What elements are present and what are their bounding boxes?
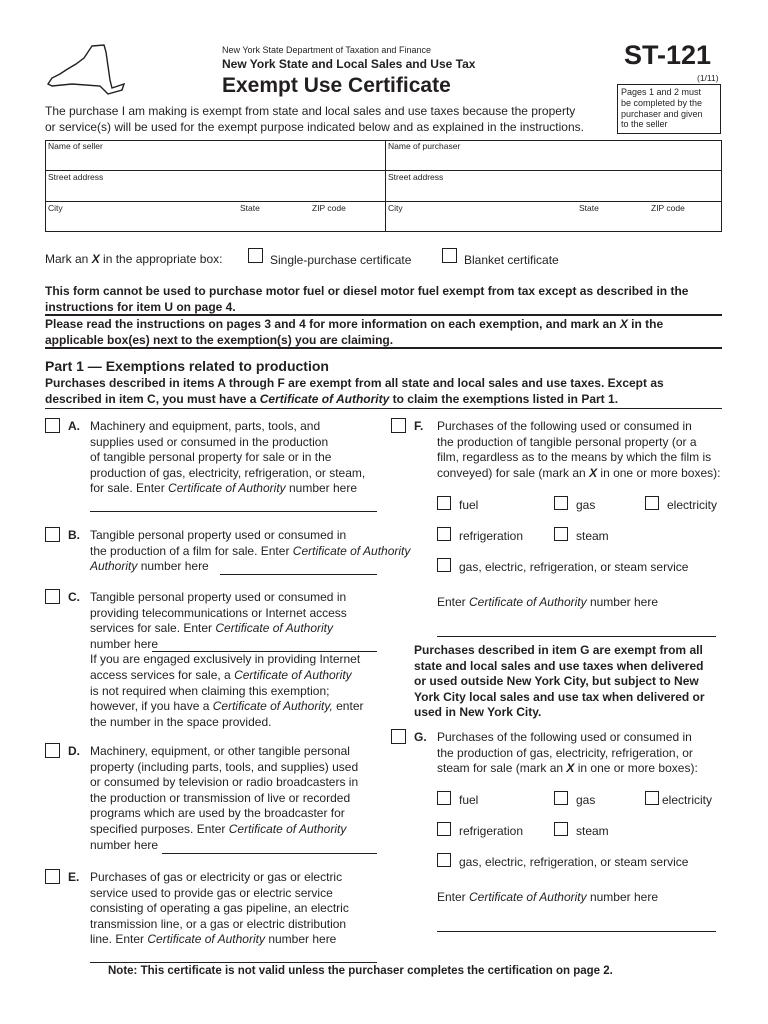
side-note-box <box>617 84 721 134</box>
item-a-letter: A. <box>68 419 80 433</box>
item-d-coa-line[interactable] <box>162 853 377 854</box>
instructions-notice: Please read the instructions on pages 3 and 4 for more information on each exemption, and mark an X in the applicable box(es) next to the exemption(s) you are claiming. <box>45 317 725 348</box>
single-purchase-checkbox[interactable] <box>248 248 263 263</box>
form-subtitle: New York State and Local Sales and Use Tax <box>222 57 476 71</box>
g-gas-label: gas <box>576 793 596 807</box>
f-refrigeration-checkbox[interactable] <box>437 527 451 541</box>
seller-street-field[interactable]: Street address <box>48 172 104 182</box>
item-f-text: Purchases of the following used or consumed in the production of tangible personal property (or a film, regardless as to the means by which the film is conveyed) for sale (mark an X in one or more boxes): <box>437 419 721 480</box>
intro-line: or service(s) will be used for the exempt purpose indicated below and as explained in the instructions. <box>45 119 584 134</box>
side-note-line: to the seller <box>621 119 668 130</box>
f-enter-coa: Enter Certificate of Authority number here <box>437 595 658 609</box>
f-service-label: gas, electric, refrigeration, or steam service <box>459 560 689 574</box>
item-a-text: Machinery and equipment, parts, tools, and supplies used or consumed in the production of tangible personal property for sale or in the production of gas, electricity, refrigeration, or steam, for sale. Enter Certificate of Authority number here <box>90 419 366 496</box>
f-steam-checkbox[interactable] <box>554 527 568 541</box>
item-a-coa-line[interactable] <box>90 511 377 512</box>
mark-box-instruction: Mark an X in the appropriate box: <box>45 252 223 266</box>
side-note-line: Pages 1 and 2 must <box>621 87 702 97</box>
address-grid <box>45 140 722 232</box>
item-e-coa-line[interactable] <box>90 962 377 963</box>
g-electricity-label: electricity <box>662 793 713 807</box>
g-electricity-checkbox[interactable] <box>645 791 659 805</box>
item-f-checkbox[interactable] <box>391 418 406 433</box>
intro-text <box>45 104 584 135</box>
f-fuel-label: fuel <box>459 498 479 512</box>
footer-note: Note: This certificate is not valid unless the purchaser completes the certification on page 2. <box>108 965 613 977</box>
blanket-label: Blanket certificate <box>464 253 559 267</box>
item-e-checkbox[interactable] <box>45 869 60 884</box>
purchaser-street-field[interactable]: Street address <box>388 172 444 182</box>
g-gas-checkbox[interactable] <box>554 791 568 805</box>
g-service-checkbox[interactable] <box>437 853 451 867</box>
part1-desc-line: Purchases described in items A through F are exempt from all state and local sales and use taxes. Except as <box>45 376 664 390</box>
intro-line: The purchase I am making is exempt from state and local sales and use taxes because the property <box>45 104 576 118</box>
motor-fuel-notice <box>45 284 725 315</box>
item-a-checkbox[interactable] <box>45 418 60 433</box>
notice-line: instructions for item U on page 4. <box>45 299 236 314</box>
item-b-coa-line[interactable] <box>220 574 377 575</box>
item-c-letter: C. <box>68 590 80 604</box>
item-g-coa-line[interactable] <box>437 931 716 932</box>
g-steam-checkbox[interactable] <box>554 822 568 836</box>
form-number: ST-121 <box>624 40 712 70</box>
side-note-line: be completed by the <box>621 97 703 108</box>
g-steam-label: steam <box>576 824 609 838</box>
form-revision: (1/11) <box>697 73 719 83</box>
f-gas-label: gas <box>576 498 596 512</box>
item-c-text: Tangible personal property used or consumed in providing telecommunications or Internet access services for sale. Enter Certificate of Authority number here If you are engaged exclusively in providing Internet access services for sale, a Certificate of Authority is not required when claiming this exemption; however, if you have a Certificate of Authority, enter the number in the space provided. <box>90 590 364 729</box>
item-e-text: Purchases of gas or electricity or gas or electric service used to provide gas or electric service consisting of operating a gas pipeline, an electric transmission line, or a gas or electric distribution line. Enter Certificate of Authority number here <box>90 870 349 947</box>
item-g-intro: Purchases described in item G are exempt from all state and local sales and use taxes when delivered or used outside New York City, but subject to New York City local sales and use tax when delivered or used in New York City. <box>414 643 705 720</box>
f-gas-checkbox[interactable] <box>554 496 568 510</box>
item-d-letter: D. <box>68 744 80 758</box>
blanket-checkbox[interactable] <box>442 248 457 263</box>
side-note-line: purchaser and given <box>621 108 703 119</box>
f-steam-label: steam <box>576 529 609 543</box>
g-enter-coa: Enter Certificate of Authority number here <box>437 890 658 904</box>
part1-title: Part 1 — Exemptions related to production <box>45 358 329 374</box>
name-of-purchaser-field[interactable]: Name of purchaser <box>388 141 461 151</box>
g-fuel-checkbox[interactable] <box>437 791 451 805</box>
name-of-seller-field[interactable]: Name of seller <box>48 141 103 151</box>
item-d-checkbox[interactable] <box>45 743 60 758</box>
item-b-letter: B. <box>68 528 80 542</box>
item-b-text: Tangible personal property used or consumed in the production of a film for sale. Enter Certificate of Authority Authority number here <box>90 528 411 574</box>
g-service-label: gas, electric, refrigeration, or steam service <box>459 855 689 869</box>
item-d-text: Machinery, equipment, or other tangible personal property (including parts, tools, and supplies) used or consumed by television or radio broadcasters in the production or transmission of live or recorded programs which are used by the broadcaster for specified purposes. Enter Certificate of Authority number here <box>90 744 359 852</box>
purchaser-city-field[interactable]: City <box>388 203 403 213</box>
department-name: New York State Department of Taxation and Finance <box>222 45 431 55</box>
purchaser-state-field[interactable]: State <box>579 203 599 213</box>
f-fuel-checkbox[interactable] <box>437 496 451 510</box>
notice-line: applicable box(es) next to the exemption(s) you are claiming. <box>45 332 394 347</box>
item-f-letter: F. <box>414 419 424 433</box>
g-fuel-label: fuel <box>459 793 479 807</box>
f-service-checkbox[interactable] <box>437 558 451 572</box>
item-c-coa-line[interactable] <box>152 651 377 652</box>
form-title: Exempt Use Certificate <box>222 74 451 97</box>
item-b-checkbox[interactable] <box>45 527 60 542</box>
item-e-letter: E. <box>68 870 80 884</box>
f-electricity-checkbox[interactable] <box>645 496 659 510</box>
item-c-checkbox[interactable] <box>45 589 60 604</box>
single-purchase-label: Single-purchase certificate <box>270 253 412 267</box>
part1-description: Purchases described in items A through F are exempt from all state and local sales and use taxes. Except as described in item C, you must have a Certificate of Authority to claim the exemptions listed in Part 1. <box>45 376 725 407</box>
f-refrigeration-label: refrigeration <box>459 529 524 543</box>
seller-city-field[interactable]: City <box>48 203 63 213</box>
seller-zip-field[interactable]: ZIP code <box>312 203 346 213</box>
seller-state-field[interactable]: State <box>240 203 260 213</box>
item-g-text: Purchases of the following used or consumed in the production of gas, electricity, refrigeration, or steam for sale (mark an X in one or more boxes): <box>437 730 698 776</box>
f-electricity-label: electricity <box>667 498 718 512</box>
item-g-checkbox[interactable] <box>391 729 406 744</box>
g-refrigeration-checkbox[interactable] <box>437 822 451 836</box>
g-refrigeration-label: refrigeration <box>459 824 524 838</box>
notice-line: This form cannot be used to purchase motor fuel or diesel motor fuel exempt from tax except as described in the <box>45 284 689 298</box>
item-f-coa-line[interactable] <box>437 636 716 637</box>
purchaser-zip-field[interactable]: ZIP code <box>651 203 685 213</box>
item-g-letter: G. <box>414 730 427 744</box>
nys-map-logo <box>42 44 126 96</box>
